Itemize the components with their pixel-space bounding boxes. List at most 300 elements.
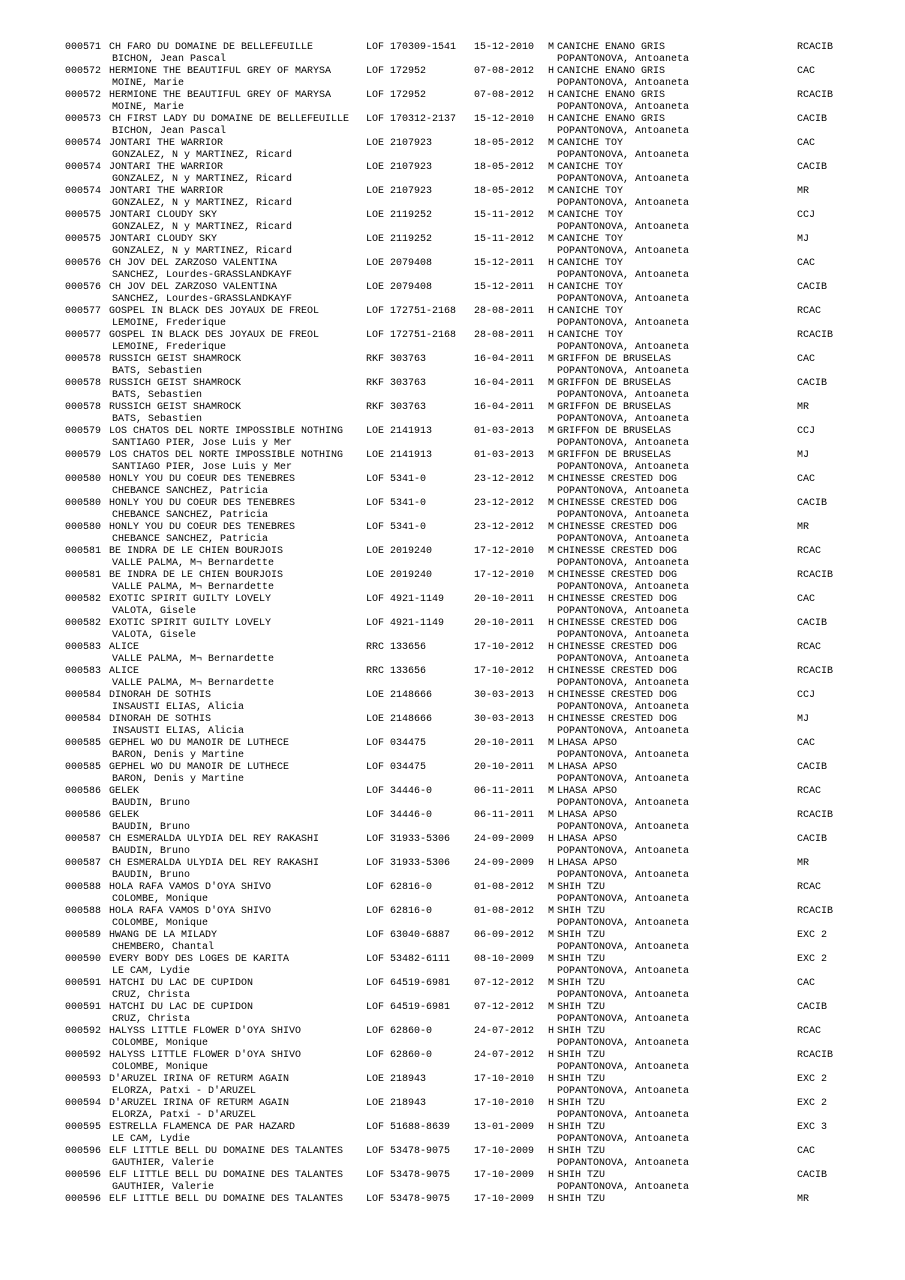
- sex: M: [548, 186, 555, 197]
- breed: CANICHE TOY: [557, 138, 624, 149]
- birth-date: 13-01-2009: [474, 1122, 535, 1133]
- award: CCJ: [797, 690, 816, 701]
- owner-name: SANCHEZ, Lourdes-GRASSLANDKAYF: [112, 270, 293, 281]
- birth-date: 01-03-2013: [474, 426, 535, 437]
- sex: H: [548, 618, 555, 629]
- sex: M: [548, 570, 555, 581]
- sex: H: [548, 1122, 555, 1133]
- award: CACIB: [797, 378, 828, 389]
- entry-number: 000579: [65, 450, 102, 461]
- judge-name: POPANTONOVA, Antoaneta: [557, 678, 690, 689]
- registration-number: LOF 172751-2168: [366, 330, 457, 341]
- owner-name: BICHON, Jean Pascal: [112, 126, 227, 137]
- sex: H: [548, 1170, 555, 1181]
- sex: M: [548, 210, 555, 221]
- judge-name: POPANTONOVA, Antoaneta: [557, 78, 690, 89]
- birth-date: 06-09-2012: [474, 930, 535, 941]
- dog-name: HOLA RAFA VAMOS D'OYA SHIVO: [109, 906, 272, 917]
- breed: CHINESSE CRESTED DOG: [557, 666, 678, 677]
- sex: M: [548, 738, 555, 749]
- registration-number: LOF 53478-9075: [366, 1170, 451, 1181]
- sex: M: [548, 906, 555, 917]
- award: CACIB: [797, 834, 828, 845]
- owner-name: ELORZA, Patxi - D'ARUZEL: [112, 1086, 257, 1097]
- judge-name: POPANTONOVA, Antoaneta: [557, 318, 690, 329]
- judge-name: POPANTONOVA, Antoaneta: [557, 822, 690, 833]
- registration-number: LOF 34446-0: [366, 810, 433, 821]
- owner-name: GONZALEZ, N y MARTINEZ, Ricard: [112, 174, 293, 185]
- sex: H: [548, 1074, 555, 1085]
- entry-number: 000573: [65, 114, 102, 125]
- owner-name: SANCHEZ, Lourdes-GRASSLANDKAYF: [112, 294, 293, 305]
- birth-date: 17-10-2012: [474, 642, 535, 653]
- award: RCACIB: [797, 810, 834, 821]
- owner-name: LEMOINE, Frederique: [112, 342, 227, 353]
- dog-name: HONLY YOU DU COEUR DES TENEBRES: [109, 522, 296, 533]
- registration-number: LOE 2019240: [366, 546, 433, 557]
- birth-date: 28-08-2011: [474, 330, 535, 341]
- entry-number: 000590: [65, 954, 102, 965]
- dog-name: ESTRELLA FLAMENCA DE PAR HAZARD: [109, 1122, 296, 1133]
- entry-number: 000580: [65, 474, 102, 485]
- owner-name: BATS, Sebastien: [112, 414, 203, 425]
- judge-name: POPANTONOVA, Antoaneta: [557, 438, 690, 449]
- sex: M: [548, 378, 555, 389]
- sex: M: [548, 138, 555, 149]
- entry-number: 000579: [65, 426, 102, 437]
- judge-name: POPANTONOVA, Antoaneta: [557, 846, 690, 857]
- breed: LHASA APSO: [557, 858, 618, 869]
- breed: CHINESSE CRESTED DOG: [557, 570, 678, 581]
- award: RCAC: [797, 546, 822, 557]
- entry-number: 000591: [65, 978, 102, 989]
- breed: CANICHE TOY: [557, 186, 624, 197]
- award: CAC: [797, 738, 816, 749]
- owner-name: SANTIAGO PIER, Jose Luis y Mer: [112, 462, 293, 473]
- entry-number: 000596: [65, 1194, 102, 1205]
- breed: SHIH TZU: [557, 882, 606, 893]
- judge-name: POPANTONOVA, Antoaneta: [557, 270, 690, 281]
- award: MR: [797, 402, 810, 413]
- registration-number: LOE 218943: [366, 1098, 427, 1109]
- owner-name: COLOMBE, Monique: [112, 1038, 209, 1049]
- breed: CANICHE TOY: [557, 282, 624, 293]
- judge-name: POPANTONOVA, Antoaneta: [557, 750, 690, 761]
- award: RCACIB: [797, 570, 834, 581]
- registration-number: LOE 2107923: [366, 138, 433, 149]
- judge-name: POPANTONOVA, Antoaneta: [557, 150, 690, 161]
- judge-name: POPANTONOVA, Antoaneta: [557, 798, 690, 809]
- sex: H: [548, 642, 555, 653]
- owner-name: GAUTHIER, Valerie: [112, 1158, 215, 1169]
- owner-name: INSAUSTI ELIAS, Alicia: [112, 702, 245, 713]
- birth-date: 17-10-2010: [474, 1098, 535, 1109]
- dog-name: CH JOV DEL ZARZOSO VALENTINA: [109, 258, 278, 269]
- birth-date: 18-05-2012: [474, 186, 535, 197]
- sex: M: [548, 450, 555, 461]
- registration-number: LOF 63040-6887: [366, 930, 451, 941]
- entry-number: 000575: [65, 210, 102, 221]
- birth-date: 24-09-2009: [474, 858, 535, 869]
- breed: GRIFFON DE BRUSELAS: [557, 378, 672, 389]
- birth-date: 17-10-2012: [474, 666, 535, 677]
- sex: H: [548, 282, 555, 293]
- registration-number: LOE 2079408: [366, 282, 433, 293]
- breed: CANICHE TOY: [557, 162, 624, 173]
- entry-number: 000572: [65, 90, 102, 101]
- judge-name: POPANTONOVA, Antoaneta: [557, 630, 690, 641]
- judge-name: POPANTONOVA, Antoaneta: [557, 246, 690, 257]
- entry-number: 000589: [65, 930, 102, 941]
- sex: H: [548, 1050, 555, 1061]
- dog-name: D'ARUZEL IRINA OF RETURM AGAIN: [109, 1074, 290, 1085]
- birth-date: 17-12-2010: [474, 570, 535, 581]
- judge-name: POPANTONOVA, Antoaneta: [557, 390, 690, 401]
- registration-number: LOF 53482-6111: [366, 954, 451, 965]
- sex: M: [548, 522, 555, 533]
- breed: CHINESSE CRESTED DOG: [557, 594, 678, 605]
- dog-name: CH ESMERALDA ULYDIA DEL REY RAKASHI: [109, 834, 320, 845]
- breed: CANICHE TOY: [557, 330, 624, 341]
- judge-name: POPANTONOVA, Antoaneta: [557, 1182, 690, 1193]
- judge-name: POPANTONOVA, Antoaneta: [557, 1158, 690, 1169]
- owner-name: BAUDIN, Bruno: [112, 870, 191, 881]
- registration-number: LOE 2107923: [366, 162, 433, 173]
- dog-name: ELF LITTLE BELL DU DOMAINE DES TALANTES: [109, 1194, 344, 1205]
- owner-name: MOINE, Marie: [112, 102, 185, 113]
- breed: SHIH TZU: [557, 1002, 606, 1013]
- birth-date: 15-11-2012: [474, 234, 535, 245]
- award: MJ: [797, 714, 810, 725]
- judge-name: POPANTONOVA, Antoaneta: [557, 462, 690, 473]
- judge-name: POPANTONOVA, Antoaneta: [557, 702, 690, 713]
- registration-number: LOF 64519-6981: [366, 978, 451, 989]
- dog-name: HALYSS LITTLE FLOWER D'OYA SHIVO: [109, 1026, 302, 1037]
- dog-name: HERMIONE THE BEAUTIFUL GREY OF MARYSA: [109, 90, 332, 101]
- owner-name: BAUDIN, Bruno: [112, 798, 191, 809]
- registration-number: LOF 5341-0: [366, 522, 427, 533]
- breed: GRIFFON DE BRUSELAS: [557, 354, 672, 365]
- birth-date: 17-10-2009: [474, 1170, 535, 1181]
- registration-number: RRC 133656: [366, 666, 427, 677]
- registration-number: LOF 53478-9075: [366, 1194, 451, 1205]
- breed: CANICHE TOY: [557, 210, 624, 221]
- dog-name: HALYSS LITTLE FLOWER D'OYA SHIVO: [109, 1050, 302, 1061]
- sex: M: [548, 426, 555, 437]
- breed: LHASA APSO: [557, 786, 618, 797]
- owner-name: BICHON, Jean Pascal: [112, 54, 227, 65]
- award: CAC: [797, 978, 816, 989]
- breed: CANICHE TOY: [557, 258, 624, 269]
- sex: H: [548, 258, 555, 269]
- judge-name: POPANTONOVA, Antoaneta: [557, 342, 690, 353]
- registration-number: LOE 2119252: [366, 210, 433, 221]
- judge-name: POPANTONOVA, Antoaneta: [557, 1134, 690, 1145]
- entry-number: 000574: [65, 138, 102, 149]
- breed: LHASA APSO: [557, 810, 618, 821]
- entry-number: 000588: [65, 882, 102, 893]
- entry-number: 000581: [65, 546, 102, 557]
- dog-name: DINORAH DE SOTHIS: [109, 714, 212, 725]
- entry-number: 000577: [65, 306, 102, 317]
- birth-date: 01-03-2013: [474, 450, 535, 461]
- breed: CANICHE TOY: [557, 306, 624, 317]
- entry-number: 000586: [65, 786, 102, 797]
- sex: M: [548, 954, 555, 965]
- birth-date: 07-12-2012: [474, 978, 535, 989]
- birth-date: 20-10-2011: [474, 738, 535, 749]
- registration-number: LOF 62816-0: [366, 906, 433, 917]
- award: MJ: [797, 450, 810, 461]
- entry-number: 000588: [65, 906, 102, 917]
- owner-name: BATS, Sebastien: [112, 366, 203, 377]
- award: CACIB: [797, 1002, 828, 1013]
- birth-date: 24-07-2012: [474, 1026, 535, 1037]
- sex: M: [548, 234, 555, 245]
- breed: CANICHE ENANO GRIS: [557, 42, 666, 53]
- sex: H: [548, 330, 555, 341]
- breed: SHIH TZU: [557, 1122, 606, 1133]
- owner-name: VALLE PALMA, M¬ Bernardette: [112, 654, 275, 665]
- dog-name: RUSSICH GEIST SHAMROCK: [109, 402, 242, 413]
- registration-number: LOF 170309-1541: [366, 42, 457, 53]
- breed: SHIH TZU: [557, 930, 606, 941]
- judge-name: POPANTONOVA, Antoaneta: [557, 126, 690, 137]
- award: EXC 2: [797, 930, 828, 941]
- registration-number: LOE 2148666: [366, 690, 433, 701]
- entry-number: 000595: [65, 1122, 102, 1133]
- owner-name: GONZALEZ, N y MARTINEZ, Ricard: [112, 246, 293, 257]
- judge-name: POPANTONOVA, Antoaneta: [557, 510, 690, 521]
- dog-name: JONTARI THE WARRIOR: [109, 138, 224, 149]
- sex: H: [548, 714, 555, 725]
- registration-number: RRC 133656: [366, 642, 427, 653]
- breed: CANICHE TOY: [557, 234, 624, 245]
- birth-date: 16-04-2011: [474, 402, 535, 413]
- breed: LHASA APSO: [557, 762, 618, 773]
- owner-name: CHEMBERO, Chantal: [112, 942, 215, 953]
- owner-name: CHEBANCE SANCHEZ, Patricia: [112, 510, 269, 521]
- birth-date: 15-12-2010: [474, 42, 535, 53]
- judge-name: POPANTONOVA, Antoaneta: [557, 198, 690, 209]
- judge-name: POPANTONOVA, Antoaneta: [557, 558, 690, 569]
- entry-number: 000596: [65, 1146, 102, 1157]
- entry-number: 000578: [65, 402, 102, 413]
- birth-date: 23-12-2012: [474, 474, 535, 485]
- entry-number: 000582: [65, 618, 102, 629]
- award: CACIB: [797, 1170, 828, 1181]
- owner-name: CHEBANCE SANCHEZ, Patricia: [112, 534, 269, 545]
- registration-number: LOF 51688-8639: [366, 1122, 451, 1133]
- judge-name: POPANTONOVA, Antoaneta: [557, 1110, 690, 1121]
- dog-name: HATCHI DU LAC DE CUPIDON: [109, 1002, 254, 1013]
- birth-date: 20-10-2011: [474, 594, 535, 605]
- sex: M: [548, 162, 555, 173]
- registration-number: LOF 62860-0: [366, 1050, 433, 1061]
- birth-date: 07-12-2012: [474, 1002, 535, 1013]
- award: RCACIB: [797, 906, 834, 917]
- registration-number: LOE 2148666: [366, 714, 433, 725]
- owner-name: BARON, Denis y Martine: [112, 750, 245, 761]
- sex: H: [548, 1026, 555, 1037]
- judge-name: POPANTONOVA, Antoaneta: [557, 1086, 690, 1097]
- judge-name: POPANTONOVA, Antoaneta: [557, 486, 690, 497]
- judge-name: POPANTONOVA, Antoaneta: [557, 222, 690, 233]
- award: CACIB: [797, 498, 828, 509]
- judge-name: POPANTONOVA, Antoaneta: [557, 966, 690, 977]
- sex: H: [548, 306, 555, 317]
- award: CCJ: [797, 426, 816, 437]
- sex: M: [548, 978, 555, 989]
- registration-number: LOF 31933-5306: [366, 834, 451, 845]
- dog-name: ALICE: [109, 642, 140, 653]
- birth-date: 15-12-2011: [474, 282, 535, 293]
- owner-name: CRUZ, Christa: [112, 990, 191, 1001]
- registration-number: RKF 303763: [366, 354, 427, 365]
- entry-number: 000592: [65, 1026, 102, 1037]
- dog-name: JONTARI THE WARRIOR: [109, 186, 224, 197]
- breed: LHASA APSO: [557, 738, 618, 749]
- entry-number: 000583: [65, 642, 102, 653]
- owner-name: VALLE PALMA, M¬ Bernardette: [112, 678, 275, 689]
- judge-name: POPANTONOVA, Antoaneta: [557, 582, 690, 593]
- judge-name: POPANTONOVA, Antoaneta: [557, 1062, 690, 1073]
- award: RCACIB: [797, 666, 834, 677]
- dog-name: EVERY BODY DES LOGES DE KARITA: [109, 954, 290, 965]
- award: MR: [797, 1194, 810, 1205]
- birth-date: 17-10-2010: [474, 1074, 535, 1085]
- judge-name: POPANTONOVA, Antoaneta: [557, 1038, 690, 1049]
- birth-date: 20-10-2011: [474, 762, 535, 773]
- dog-name: GOSPEL IN BLACK DES JOYAUX DE FREOL: [109, 330, 320, 341]
- breed: SHIH TZU: [557, 1170, 606, 1181]
- breed: SHIH TZU: [557, 1026, 606, 1037]
- owner-name: CRUZ, Christa: [112, 1014, 191, 1025]
- award: RCACIB: [797, 90, 834, 101]
- registration-number: LOF 53478-9075: [366, 1146, 451, 1157]
- sex: H: [548, 90, 555, 101]
- breed: CANICHE ENANO GRIS: [557, 114, 666, 125]
- registration-number: LOF 5341-0: [366, 474, 427, 485]
- sex: H: [548, 834, 555, 845]
- owner-name: VALLE PALMA, M¬ Bernardette: [112, 582, 275, 593]
- breed: SHIH TZU: [557, 978, 606, 989]
- dog-name: HATCHI DU LAC DE CUPIDON: [109, 978, 254, 989]
- owner-name: COLOMBE, Monique: [112, 1062, 209, 1073]
- dog-name: GEPHEL WO DU MANOIR DE LUTHECE: [109, 762, 290, 773]
- entry-number: 000576: [65, 258, 102, 269]
- birth-date: 16-04-2011: [474, 354, 535, 365]
- award: CACIB: [797, 762, 828, 773]
- award: CAC: [797, 1146, 816, 1157]
- owner-name: ELORZA, Patxi - D'ARUZEL: [112, 1110, 257, 1121]
- award: RCAC: [797, 1026, 822, 1037]
- sex: H: [548, 1146, 555, 1157]
- entry-number: 000571: [65, 42, 102, 53]
- sex: M: [548, 402, 555, 413]
- registration-number: LOF 172751-2168: [366, 306, 457, 317]
- birth-date: 30-03-2013: [474, 690, 535, 701]
- entry-number: 000575: [65, 234, 102, 245]
- birth-date: 17-10-2009: [474, 1146, 535, 1157]
- dog-name: HWANG DE LA MILADY: [109, 930, 218, 941]
- owner-name: VALOTA, Gisele: [112, 606, 197, 617]
- owner-name: VALLE PALMA, M¬ Bernardette: [112, 558, 275, 569]
- breed: GRIFFON DE BRUSELAS: [557, 450, 672, 461]
- registration-number: LOF 172952: [366, 90, 427, 101]
- registration-number: LOF 62860-0: [366, 1026, 433, 1037]
- owner-name: LEMOINE, Frederique: [112, 318, 227, 329]
- birth-date: 20-10-2011: [474, 618, 535, 629]
- award: MJ: [797, 234, 810, 245]
- owner-name: GONZALEZ, N y MARTINEZ, Ricard: [112, 150, 293, 161]
- entry-number: 000591: [65, 1002, 102, 1013]
- award: RCAC: [797, 786, 822, 797]
- award: CAC: [797, 66, 816, 77]
- owner-name: BAUDIN, Bruno: [112, 846, 191, 857]
- dog-name: CH ESMERALDA ULYDIA DEL REY RAKASHI: [109, 858, 320, 869]
- sex: H: [548, 1194, 555, 1205]
- judge-name: POPANTONOVA, Antoaneta: [557, 534, 690, 545]
- award: MR: [797, 522, 810, 533]
- registration-number: RKF 303763: [366, 378, 427, 389]
- dog-name: D'ARUZEL IRINA OF RETURM AGAIN: [109, 1098, 290, 1109]
- judge-name: POPANTONOVA, Antoaneta: [557, 894, 690, 905]
- owner-name: COLOMBE, Monique: [112, 918, 209, 929]
- registration-number: LOE 2019240: [366, 570, 433, 581]
- sex: H: [548, 690, 555, 701]
- owner-name: CHEBANCE SANCHEZ, Patricia: [112, 486, 269, 497]
- breed: CHINESSE CRESTED DOG: [557, 498, 678, 509]
- birth-date: 24-07-2012: [474, 1050, 535, 1061]
- entry-number: 000587: [65, 858, 102, 869]
- dog-name: DINORAH DE SOTHIS: [109, 690, 212, 701]
- award: CAC: [797, 594, 816, 605]
- award: RCAC: [797, 642, 822, 653]
- entry-number: 000594: [65, 1098, 102, 1109]
- breed: CHINESSE CRESTED DOG: [557, 618, 678, 629]
- registration-number: RKF 303763: [366, 402, 427, 413]
- owner-name: MOINE, Marie: [112, 78, 185, 89]
- breed: CHINESSE CRESTED DOG: [557, 642, 678, 653]
- sex: M: [548, 498, 555, 509]
- dog-name: ALICE: [109, 666, 140, 677]
- dog-name: LOS CHATOS DEL NORTE IMPOSSIBLE NOTHING: [109, 426, 344, 437]
- registration-number: LOF 34446-0: [366, 786, 433, 797]
- birth-date: 15-11-2012: [474, 210, 535, 221]
- owner-name: GONZALEZ, N y MARTINEZ, Ricard: [112, 198, 293, 209]
- birth-date: 28-08-2011: [474, 306, 535, 317]
- entry-number: 000583: [65, 666, 102, 677]
- birth-date: 18-05-2012: [474, 162, 535, 173]
- breed: SHIH TZU: [557, 954, 606, 965]
- breed: SHIH TZU: [557, 1074, 606, 1085]
- breed: CHINESSE CRESTED DOG: [557, 690, 678, 701]
- award: RCAC: [797, 882, 822, 893]
- birth-date: 17-10-2009: [474, 1194, 535, 1205]
- breed: CHINESSE CRESTED DOG: [557, 546, 678, 557]
- owner-name: BAUDIN, Bruno: [112, 822, 191, 833]
- entry-number: 000593: [65, 1074, 102, 1085]
- judge-name: POPANTONOVA, Antoaneta: [557, 918, 690, 929]
- sex: H: [548, 114, 555, 125]
- breed: CHINESSE CRESTED DOG: [557, 522, 678, 533]
- birth-date: 18-05-2012: [474, 138, 535, 149]
- dog-name: GOSPEL IN BLACK DES JOYAUX DE FREOL: [109, 306, 320, 317]
- owner-name: LE CAM, Lydie: [112, 966, 191, 977]
- sex: M: [548, 762, 555, 773]
- dog-name: CH FARO DU DOMAINE DE BELLEFEUILLE: [109, 42, 314, 53]
